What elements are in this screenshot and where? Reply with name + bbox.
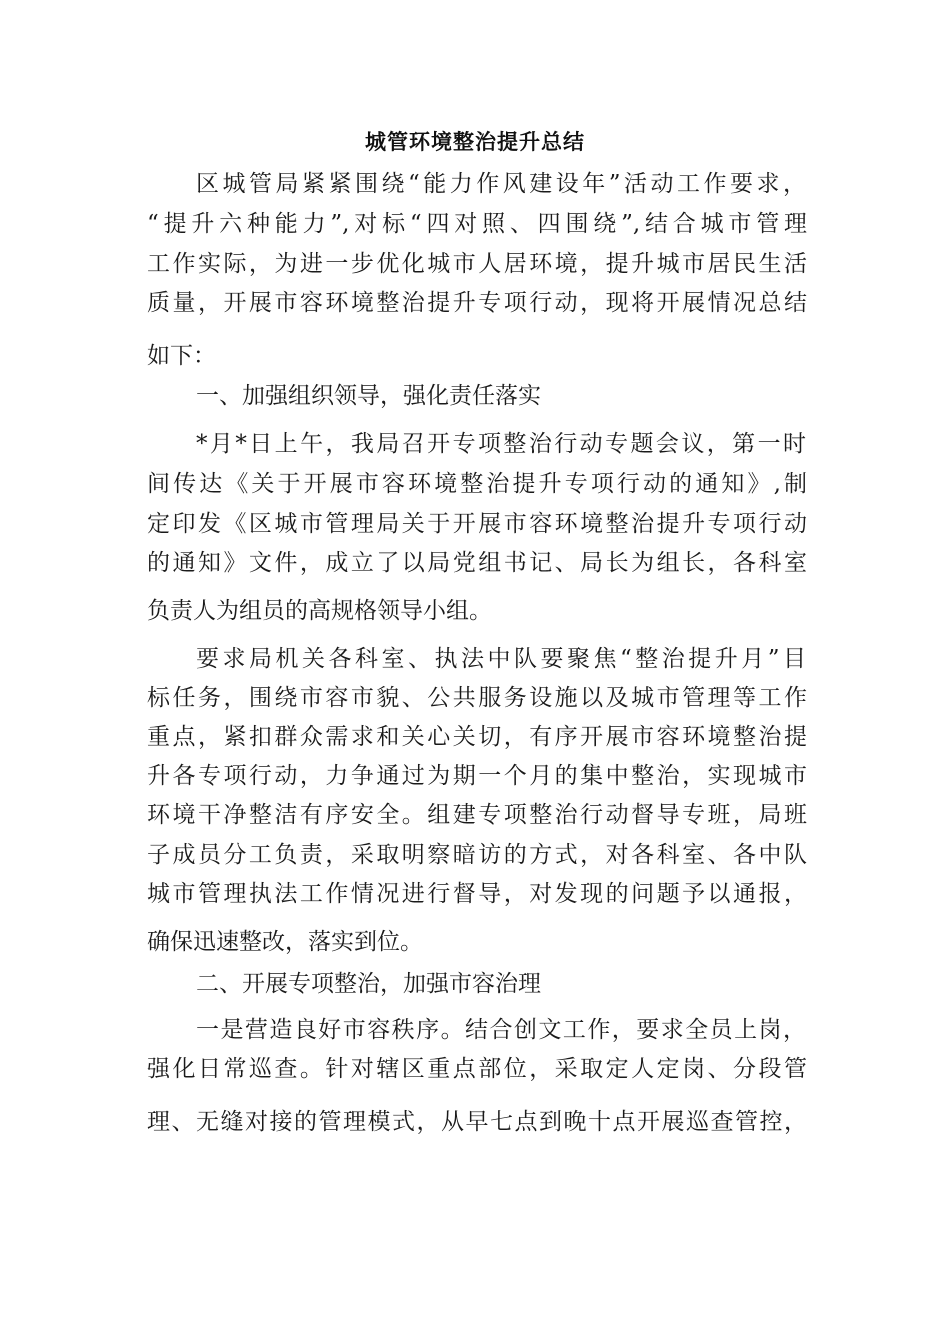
text-line: 升各专项行动，力争通过为期一个月的集中整治，实现城市 bbox=[147, 763, 807, 789]
section-heading: 二、开展专项整治，加强市容治理 bbox=[196, 971, 541, 997]
text-line: 环境干净整洁有序安全。组建专项整治行动督导专班，局班 bbox=[147, 802, 807, 828]
text-line: 一是营造良好市容秩序。结合创文工作，要求全员上岗， bbox=[196, 1017, 806, 1043]
text-line: “提升六种能力”,对标“四对照、四围绕”,结合城市管理 bbox=[147, 211, 807, 237]
text-line: 城市管理执法工作情况进行督导，对发现的问题予以通报， bbox=[147, 881, 807, 907]
text-line: 工作实际，为进一步优化城市人居环境，提升城市居民生活 bbox=[147, 251, 807, 277]
text-line: 质量，开展市容环境整治提升专项行动，现将开展情况总结 bbox=[147, 290, 807, 316]
text-line: 区城管局紧紧围绕“能力作风建设年”活动工作要求， bbox=[196, 171, 806, 197]
text-line: 强化日常巡查。针对辖区重点部位，采取定人定岗、分段管 bbox=[147, 1056, 807, 1082]
text-line: 如下： bbox=[147, 343, 216, 369]
text-line: 负责人为组员的高规格领导小组。 bbox=[147, 598, 492, 624]
text-line: 的通知》文件，成立了以局党组书记、局长为组长，各科室 bbox=[147, 550, 807, 576]
text-line: 定印发《区城市管理局关于开展市容环境整治提升专项行动 bbox=[147, 511, 807, 537]
text-line: 重点，紧扣群众需求和关心关切，有序开展市容环境整治提 bbox=[147, 724, 807, 750]
text-line: 要求局机关各科室、执法中队要聚焦“整治提升月”目 bbox=[196, 646, 806, 672]
section-heading: 一、加强组织领导，强化责任落实 bbox=[196, 383, 541, 409]
document-title: 城管环境整治提升总结 bbox=[365, 129, 585, 154]
text-line: 确保迅速整改，落实到位。 bbox=[147, 929, 423, 955]
text-line: *月*日上午，我局召开专项整治行动专题会议，第一时 bbox=[196, 431, 806, 457]
text-line: 子成员分工负责，采取明察暗访的方式，对各科室、各中队 bbox=[147, 842, 807, 868]
text-line: 标任务，围绕市容市貌、公共服务设施以及城市管理等工作 bbox=[147, 685, 807, 711]
text-line: 理、无缝对接的管理模式，从早七点到晚十点开展巡查管控， bbox=[147, 1109, 807, 1135]
text-line: 间传达《关于开展市容环境整治提升专项行动的通知》,制 bbox=[147, 471, 807, 497]
